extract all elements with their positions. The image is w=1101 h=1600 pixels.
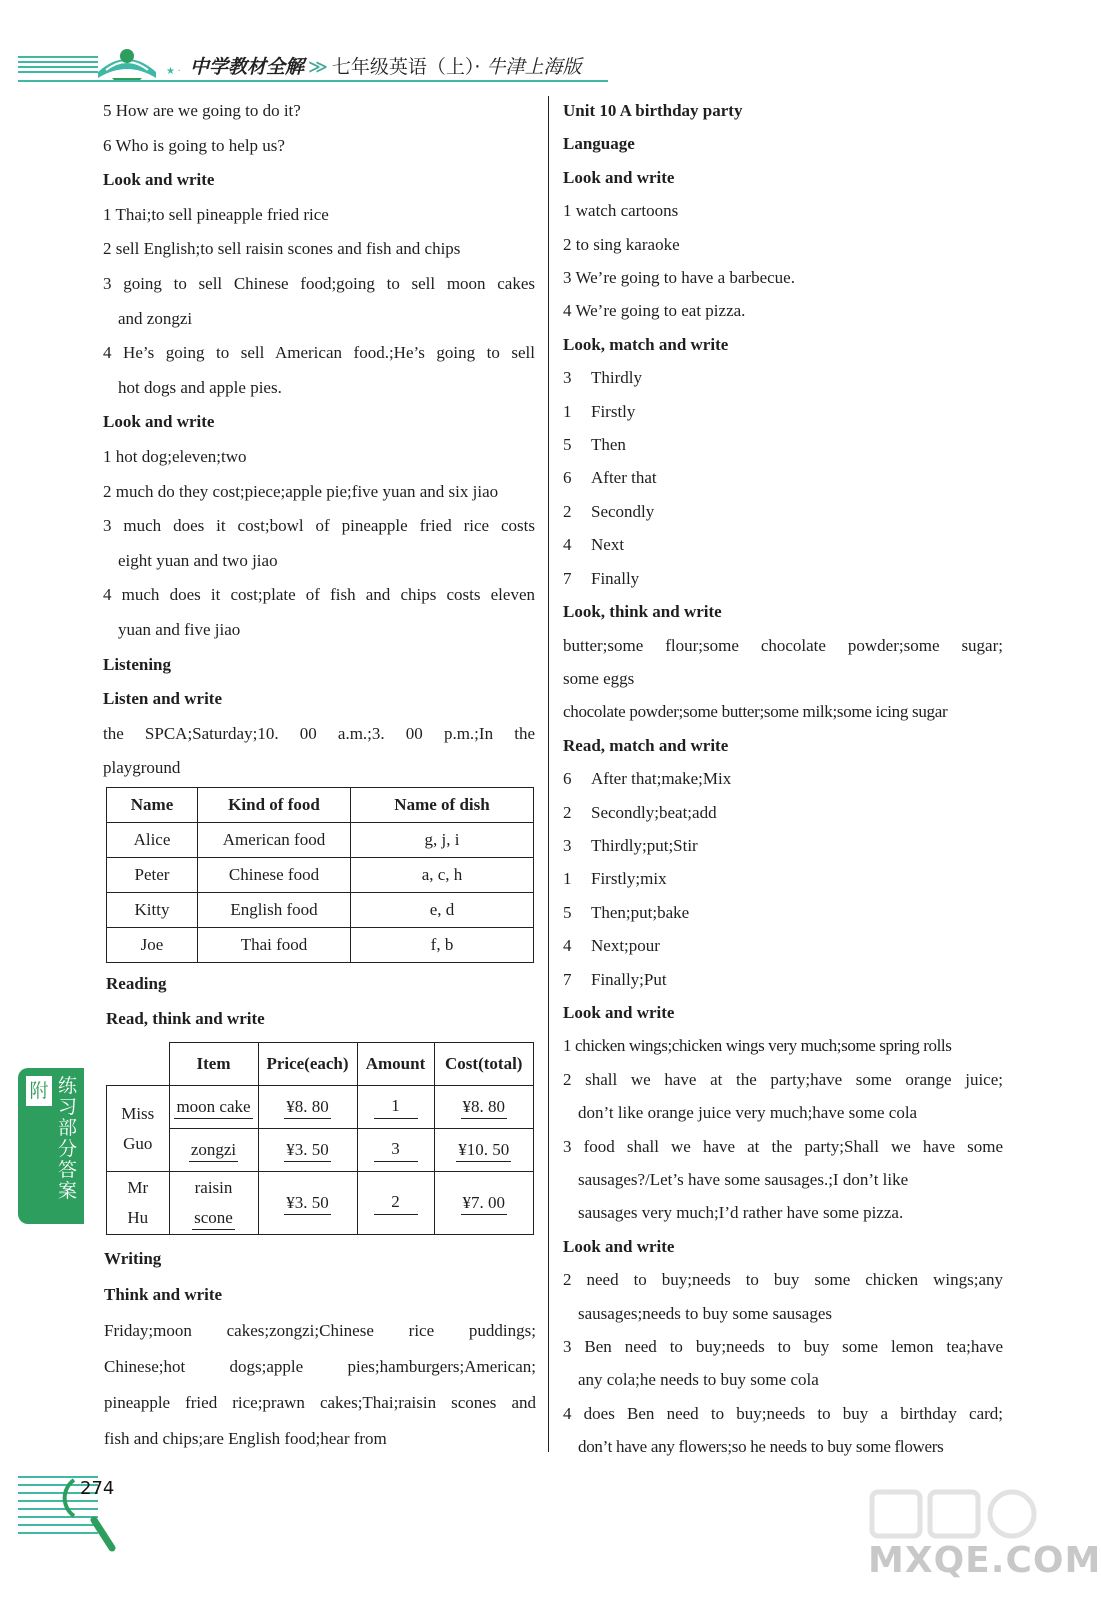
table-cell: a, c, h (351, 858, 534, 893)
item-number: 2 (563, 501, 572, 521)
book-logo-icon (92, 42, 162, 84)
list-item (563, 528, 1003, 561)
answer-line: 1 hot dog;eleven;two (103, 446, 247, 466)
section-heading: Look, think and write (563, 602, 722, 622)
table-cell: Peter (107, 858, 198, 893)
answer-line: fish and chips;are English food;hear from (104, 1429, 387, 1448)
table-cell: g, j, i (351, 823, 534, 858)
section-heading: Reading (106, 974, 167, 993)
answer-line: hot dogs and apple pies. (118, 377, 282, 397)
table-cell (434, 1086, 534, 1129)
answer-line: 2 much do they cost;piece;apple pie;five yuan and six jiao (103, 481, 499, 501)
answer-line: any cola;he needs to buy some cola (578, 1370, 819, 1390)
table-cell (169, 1172, 258, 1235)
table-row (107, 1086, 534, 1129)
answer-line: and zongzi (118, 308, 193, 328)
answer-line: sausages;needs to buy some sausages (578, 1303, 833, 1323)
section-heading: Listen and write (103, 689, 222, 709)
section-heading: Look and write (103, 170, 215, 190)
person-cell (107, 1172, 170, 1235)
item-number: 4 (563, 936, 572, 956)
amount-answer: 2 (374, 1192, 418, 1215)
table-header: Name of dish (351, 788, 534, 823)
table-cell: English food (198, 893, 351, 928)
item-number: 5 (563, 902, 572, 922)
answer-line: 5 How are we going to do it? (103, 101, 301, 120)
table-cell: Alice (107, 823, 198, 858)
amount-answer: 3 (374, 1139, 418, 1162)
person-name: Guo (123, 1133, 153, 1153)
table-cell (169, 1129, 258, 1172)
unit-title: Unit 10 A birthday party (563, 101, 743, 120)
answer-line: 4 does Ben need to buy;needs to buy a birthday card; (563, 1403, 1003, 1423)
item-text: Then (591, 435, 626, 455)
table-header-row (107, 1043, 534, 1086)
answer-line: don’t have any flowers;so he needs to buy some flowers (578, 1437, 944, 1457)
item-text: Firstly (591, 401, 636, 421)
table-header: Amount (357, 1043, 434, 1086)
section-heading: Language (563, 134, 635, 154)
item-answer: raisin (194, 1178, 233, 1197)
amount-answer: 1 (374, 1096, 418, 1119)
item-number: 3 (563, 835, 572, 855)
answer-line: Chinese;hot dogs;apple pies;hamburgers;American; (104, 1357, 536, 1376)
answer-line: Friday;moon cakes;zongzi;Chinese rice puddings; (104, 1321, 536, 1340)
table-row (107, 858, 534, 893)
item-answer: moon cake (174, 1097, 252, 1119)
section-heading: Look and write (103, 412, 215, 432)
item-text: Finally;Put (591, 969, 667, 989)
item-number: 2 (563, 802, 572, 822)
list-item (563, 395, 1003, 428)
table-row (107, 928, 534, 963)
answer-line: 1 chicken wings;chicken wings very much;some spring rolls (563, 1036, 952, 1056)
header-dots: ★ · (166, 66, 181, 77)
item-answer: scone (192, 1208, 235, 1230)
table-row (107, 1129, 534, 1172)
item-text: Finally (591, 568, 640, 588)
table-cell (434, 1172, 534, 1235)
section-heading: Look and write (563, 1236, 675, 1256)
side-tab-label: 附 (26, 1076, 52, 1106)
answer-line: 3 Ben need to buy;needs to buy some lemon tea;have (563, 1337, 1003, 1357)
writing-block (104, 1241, 536, 1457)
item-text: Then;put;bake (591, 902, 690, 922)
page-number: 274 (80, 1478, 115, 1499)
table-corner (107, 1043, 170, 1086)
answer-line: 2 need to buy;needs to buy some chicken wings;any (563, 1270, 1003, 1290)
table-cell: Thai food (198, 928, 351, 963)
list-item (563, 896, 1003, 929)
answer-line: eight yuan and two jiao (118, 550, 278, 570)
answer-line: playground (103, 758, 181, 778)
section-heading: Read, think and write (106, 1008, 265, 1028)
list-item (563, 829, 1003, 862)
item-text: After that;make;Mix (591, 769, 732, 789)
list-item (563, 461, 1003, 494)
table-row (107, 1172, 534, 1235)
cost-answer: ¥10. 50 (456, 1140, 511, 1162)
item-number: 5 (563, 435, 572, 455)
person-name: Mr (127, 1178, 149, 1197)
header-stripes (18, 56, 98, 80)
list-item (563, 495, 1003, 528)
left-column (103, 94, 535, 786)
header-rule (18, 80, 608, 82)
item-number: 7 (563, 568, 572, 588)
title-separator: ≫ (308, 56, 328, 78)
item-text: After that (591, 468, 657, 488)
answer-line: butter;some flour;some chocolate powder;some sugar; (563, 635, 1003, 655)
list-item (563, 963, 1003, 996)
answer-line: 4 He’s going to sell American food.;He’s going to sell (103, 343, 535, 363)
section-heading: Look and write (563, 167, 675, 187)
price-answer: ¥8. 80 (284, 1097, 331, 1119)
item-number: 3 (563, 368, 572, 388)
table-cell (434, 1129, 534, 1172)
answer-line: chocolate powder;some butter;some milk;some icing sugar (563, 702, 948, 722)
table-cell: Joe (107, 928, 198, 963)
item-text: Thirdly (591, 368, 642, 388)
right-column (563, 94, 1003, 1464)
item-number: 4 (563, 535, 572, 555)
item-number: 6 (563, 769, 572, 789)
item-text: Secondly (591, 501, 655, 521)
table-cell (258, 1129, 357, 1172)
section-heading: Read, match and write (563, 735, 729, 755)
answer-line: yuan and five jiao (118, 619, 241, 639)
answer-line: 2 shall we have at the party;have some orange juice; (563, 1069, 1003, 1089)
answer-line: the SPCA;Saturday;10. 00 a.m.;3. 00 p.m.;In the (103, 723, 535, 743)
section-heading: Look and write (563, 1002, 675, 1022)
person-name: Miss (121, 1103, 155, 1123)
item-text: Thirdly;put;Stir (591, 835, 698, 855)
list-item (563, 762, 1003, 795)
item-number: 1 (563, 869, 572, 889)
item-number: 1 (563, 401, 572, 421)
table-row (107, 893, 534, 928)
answer-line: 1 Thai;to sell pineapple fried rice (103, 204, 329, 224)
answer-line: sausages very much;I’d rather have some pizza. (578, 1203, 904, 1223)
cost-answer: ¥8. 80 (461, 1097, 508, 1119)
answer-line: sausages?/Let’s have some sausages.;I don’t like (578, 1170, 909, 1189)
list-item (563, 562, 1003, 595)
table-cell: f, b (351, 928, 534, 963)
item-number: 6 (563, 468, 572, 488)
answer-line: 1 watch cartoons (563, 201, 679, 221)
list-item (563, 796, 1003, 829)
answer-line: 3 going to sell Chinese food;going to sell moon cakes (103, 273, 535, 293)
answer-line: don’t like orange juice very much;have some cola (578, 1103, 918, 1123)
item-text: Next (591, 535, 625, 555)
side-tab (18, 1068, 84, 1224)
list-item (563, 862, 1003, 895)
column-divider (548, 96, 549, 1452)
section-heading: Listening (103, 654, 172, 674)
table-cell: e, d (351, 893, 534, 928)
table-cell: American food (198, 823, 351, 858)
item-text: Secondly;beat;add (591, 802, 717, 822)
table-header-row (107, 788, 534, 823)
person-cell (107, 1086, 170, 1172)
table-header: Kind of food (198, 788, 351, 823)
answer-line: 4 We’re going to eat pizza. (563, 301, 746, 321)
reading-block (106, 967, 536, 1036)
table-cell (169, 1086, 258, 1129)
table-row (107, 823, 534, 858)
listening-table (106, 787, 534, 963)
table-cell (258, 1086, 357, 1129)
answer-line: 4 much does it cost;plate of fish and chips costs eleven (103, 585, 535, 605)
answer-line: 3 much does it cost;bowl of pineapple fried rice costs (103, 516, 535, 536)
header-title (190, 52, 582, 79)
edition-label: 牛津上海版 (486, 56, 582, 78)
table-cell: Kitty (107, 893, 198, 928)
answer-line: pineapple fried rice;prawn cakes;Thai;raisin scones and (104, 1393, 536, 1412)
table-cell (357, 1129, 434, 1172)
answer-line: 3 food shall we have at the party;Shall we have some (563, 1136, 1003, 1156)
table-header: Item (169, 1043, 258, 1086)
person-name: Hu (127, 1208, 149, 1227)
reading-table (106, 1042, 534, 1235)
answer-line: 6 Who is going to help us? (103, 135, 285, 155)
table-header: Price(each) (258, 1043, 357, 1086)
item-number: 7 (563, 969, 572, 989)
grade-label: 七年级英语（上）· (331, 56, 481, 78)
side-tab-text: 练习部分答案 (58, 1075, 78, 1202)
watermark-text: MXQE.COM (868, 1540, 1101, 1581)
book-title: 中学教材全解 (190, 56, 305, 78)
table-header: Name (107, 788, 198, 823)
list-item (563, 929, 1003, 962)
price-answer: ¥3. 50 (284, 1140, 331, 1162)
table-header: Cost(total) (434, 1043, 534, 1086)
table-cell (258, 1172, 357, 1235)
section-heading: Writing (104, 1249, 162, 1268)
answer-line: 2 to sing karaoke (563, 234, 680, 254)
answer-line: 2 sell English;to sell raisin scones and fish and chips (103, 239, 461, 259)
price-answer: ¥3. 50 (284, 1193, 331, 1215)
table-cell (357, 1172, 434, 1235)
item-answer: zongzi (189, 1140, 238, 1162)
answer-line: 3 We’re going to have a barbecue. (563, 268, 795, 288)
list-item (563, 428, 1003, 461)
table-cell (357, 1086, 434, 1129)
item-text: Firstly;mix (591, 869, 667, 889)
list-item (563, 361, 1003, 394)
section-heading: Think and write (104, 1285, 223, 1304)
cost-answer: ¥7. 00 (461, 1193, 508, 1215)
item-text: Next;pour (591, 936, 660, 956)
section-heading: Look, match and write (563, 334, 729, 354)
answer-line: some eggs (563, 668, 635, 688)
table-cell: Chinese food (198, 858, 351, 893)
